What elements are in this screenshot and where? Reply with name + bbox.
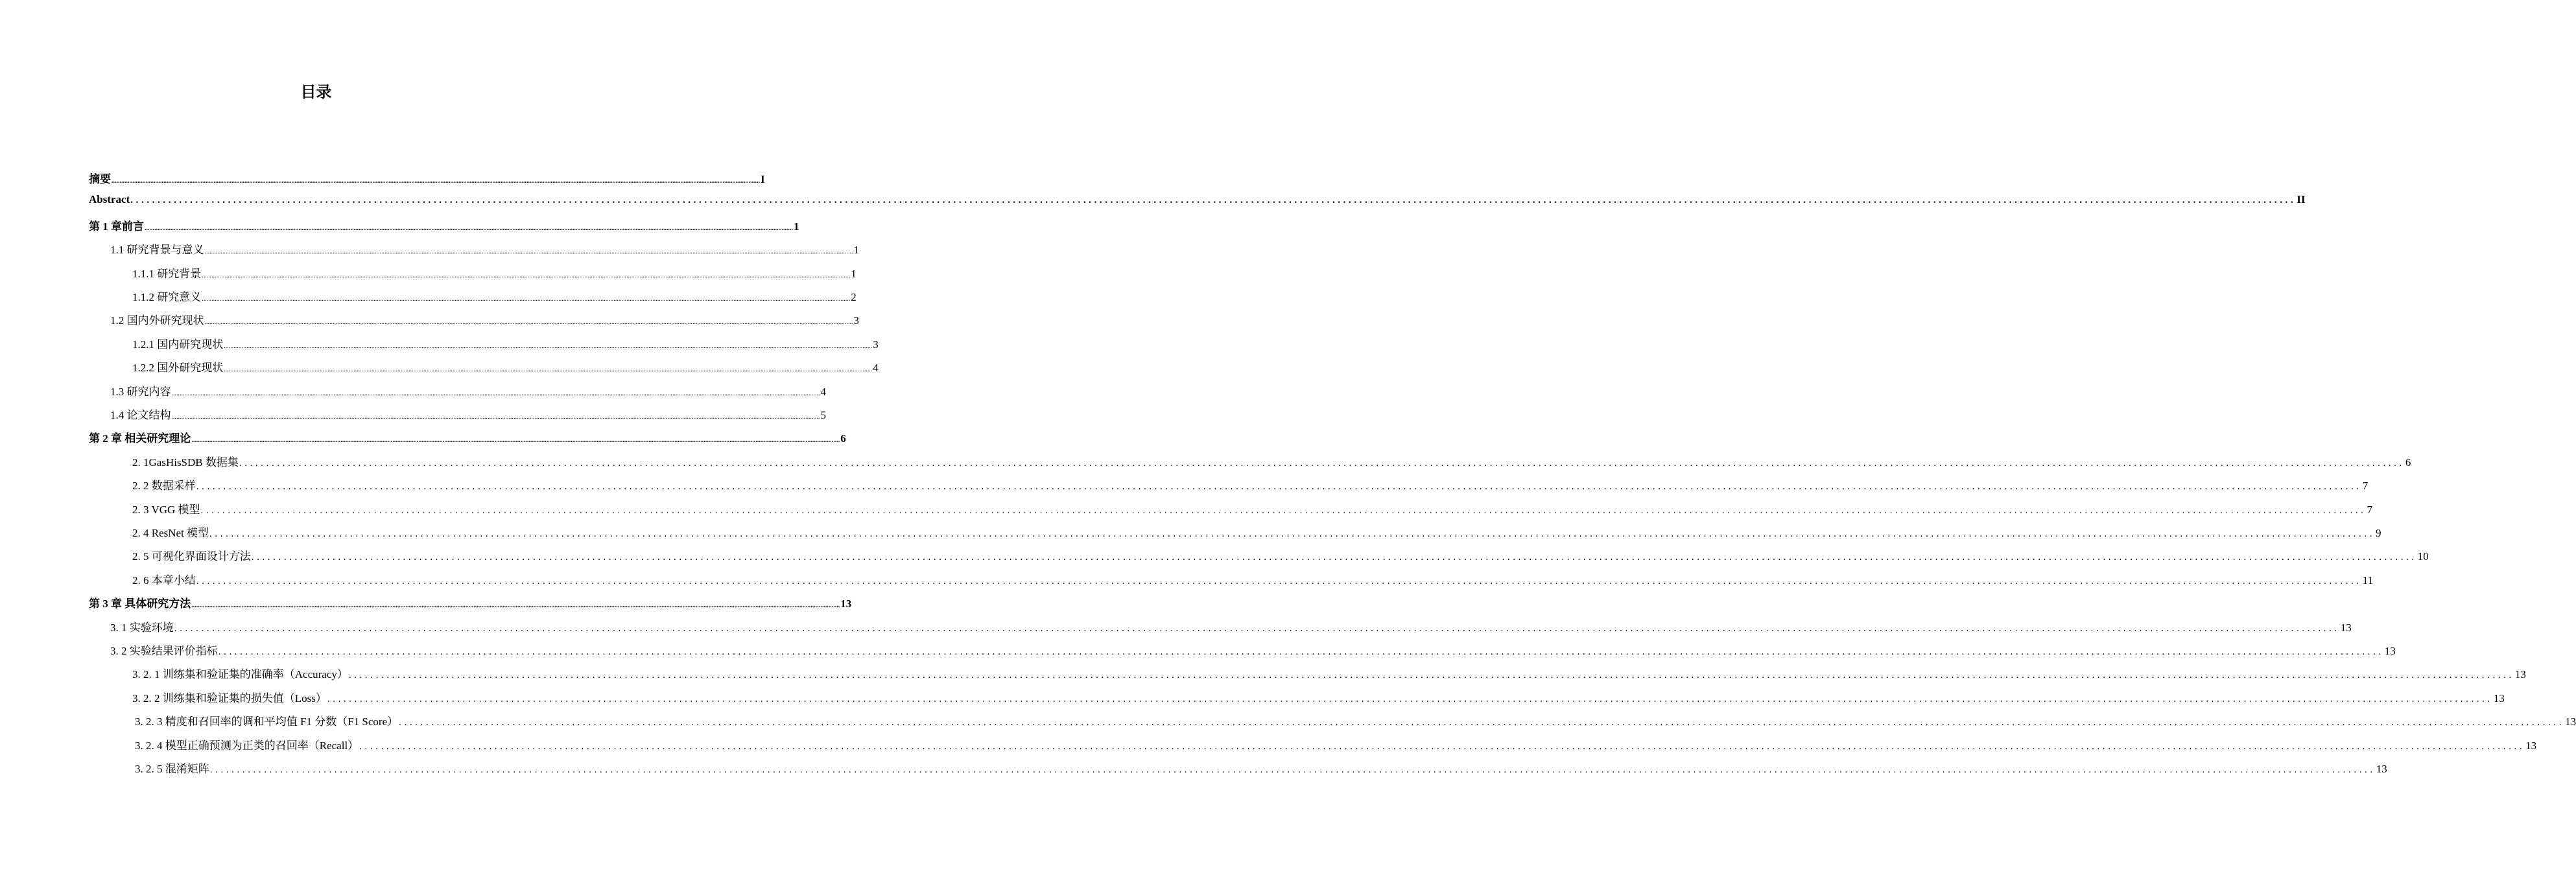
toc-entry-label: Abstract (89, 193, 130, 206)
toc-entry-label: 第 1 章前言 (89, 220, 144, 233)
toc-entry-page: 4 (873, 362, 879, 375)
toc-entry-page: 5 (820, 409, 826, 421)
toc-entry-page: I (761, 173, 765, 185)
toc-entry-page: 1 (853, 244, 859, 257)
toc-entry-page: 13 (2565, 715, 2576, 728)
dot-leader: ................................................................................................................................................................................................................................................................................................................................................................................................................ (196, 575, 2362, 586)
toc-entry-label: 2. 3 VGG 模型 (132, 503, 200, 516)
toc-entry-label: 1.2.2 国外研究现状 (132, 362, 224, 375)
dot-leader: ................................................................................................................................................................................................................................................................................................................................................................................................................ (209, 529, 2376, 539)
toc-entry-page: 11 (2362, 574, 2374, 586)
toc-entry-page: 9 (2376, 527, 2381, 539)
toc-entry-page: 1 (794, 220, 799, 233)
toc-entry[interactable] (110, 240, 859, 257)
toc-entry[interactable] (89, 170, 765, 187)
toc-entry-page: II (2297, 193, 2306, 206)
toc-entry-page: 6 (2405, 456, 2411, 469)
toc-entry-label: 3. 2. 3 精度和召回率的调和平均值 F1 分数（F1 Score） (135, 715, 399, 728)
toc-entry-label: 3. 2. 2 训练集和验证集的损失值（Loss） (132, 691, 327, 704)
toc-entry[interactable] (135, 736, 2537, 753)
toc-entry-page: 1 (851, 267, 857, 280)
toc-entry-label: 2. 2 数据采样 (132, 480, 196, 493)
toc-entry-page: 2 (851, 291, 857, 303)
toc-entry-label: 2. 4 ResNet 模型 (132, 527, 209, 539)
toc-entry-label: 3. 2. 4 模型正确预测为正类的召回率（Recall） (135, 739, 359, 752)
toc-entry[interactable] (132, 476, 2369, 493)
toc-entry[interactable] (132, 689, 2505, 706)
toc-entry-label: 1.1 研究背景与意义 (110, 244, 204, 257)
toc-entry[interactable] (89, 217, 799, 234)
toc-entry-page: 7 (2367, 503, 2373, 516)
toc-entry-label: 1.4 论文结构 (110, 409, 171, 421)
page-title: 目录 (300, 83, 332, 101)
toc-entry[interactable] (110, 311, 859, 328)
toc-entry-label: 1.2.1 国内研究现状 (132, 338, 224, 351)
toc-entry[interactable] (132, 524, 2381, 540)
dot-leader: ................................................................................................................................................................................................................................................................................................................................................................................................................ (174, 623, 2340, 634)
toc-entry-label: 2. 1GasHisSDB 数据集 (132, 456, 239, 469)
dot-leader: ................................................................................................................................................................................................................................................................................................................................................................................................................ (204, 319, 853, 327)
dot-leader: ................................................................................................................................................................................................................................................................................................................................................................................................................ (112, 178, 760, 185)
toc-entry-label: 1.1.1 研究背景 (132, 267, 202, 280)
toc-entry-page: 13 (2514, 668, 2526, 681)
dot-leader: ................................................................................................................................................................................................................................................................................................................................................................................................................ (251, 552, 2417, 563)
toc-entry-label: 2. 6 本章小结 (132, 574, 196, 586)
toc-entry-page: 13 (2376, 763, 2387, 775)
toc-entry[interactable] (110, 642, 2396, 658)
toc-entry-label: 3. 2. 5 混淆矩阵 (135, 763, 209, 775)
toc-entry[interactable] (89, 594, 852, 611)
dot-leader: ................................................................................................................................................................................................................................................................................................................................................................................................................ (191, 602, 840, 610)
dot-leader: ................................................................................................................................................................................................................................................................................................................................................................................................................ (202, 296, 851, 303)
dot-leader: ................................................................................................................................................................................................................................................................................................................................................................................................................ (224, 342, 873, 350)
toc-entry-label: 3. 1 实验环境 (110, 621, 174, 634)
dot-leader: ................................................................................................................................................................................................................................................................................................................................................................................................................ (202, 272, 851, 279)
dot-leader: ................................................................................................................................................................................................................................................................................................................................................................................................................ (204, 248, 853, 256)
toc-entry-page: 3 (853, 314, 859, 327)
dot-leader: ................................................................................................................................................................................................................................................................................................................................................................................................................ (191, 437, 840, 445)
toc-entry[interactable] (132, 453, 2411, 470)
dot-leader: ................................................................................................................................................................................................................................................................................................................................................................................................................ (359, 741, 2525, 752)
toc-entry-page: 3 (873, 338, 879, 351)
toc-entry-page: 13 (2525, 739, 2537, 752)
toc-entry[interactable] (132, 547, 2429, 564)
toc-entry[interactable] (132, 500, 2373, 517)
toc-entry[interactable] (89, 429, 846, 446)
dot-leader: ................................................................................................................................................................................................................................................................................................................................................................................................................ (239, 458, 2405, 469)
toc-entry[interactable] (110, 618, 2352, 635)
toc-entry[interactable] (132, 288, 857, 305)
toc-entry[interactable] (135, 712, 2576, 729)
toc-entry[interactable] (110, 406, 826, 423)
toc-entry-page: 13 (2340, 621, 2352, 634)
toc-entry-label: 第 3 章 具体研究方法 (89, 598, 191, 610)
dot-leader: ................................................................................................................................................................................................................................................................................................................................................................................................................ (348, 670, 2514, 681)
dot-leader: ................................................................................................................................................................................................................................................................................................................................................................................................................ (327, 693, 2493, 704)
dot-leader: ................................................................................................................................................................................................................................................................................................................................................................................................................ (218, 647, 2384, 657)
dot-leader: ................................................................................................................................................................................................................................................................................................................................................................................................................ (145, 224, 793, 232)
toc-entry[interactable] (89, 193, 2306, 210)
toc-entry-page: 7 (2362, 480, 2369, 493)
toc-entry-label: 摘要 (89, 173, 111, 185)
toc-entry-label: 1.2 国内外研究现状 (110, 314, 204, 327)
dot-leader: ................................................................................................................................................................................................................................................................................................................................................................................................................ (130, 195, 2297, 206)
toc-entry-page: 13 (2493, 691, 2505, 704)
toc-entry[interactable] (132, 335, 879, 352)
toc-entry[interactable] (132, 571, 2374, 588)
dot-leader: ................................................................................................................................................................................................................................................................................................................................................................................................................ (209, 765, 2376, 775)
toc-entry-label: 2. 5 可视化界面设计方法 (132, 550, 251, 563)
toc-entry-label: 3. 2. 1 训练集和验证集的准确率（Accuracy） (132, 668, 348, 681)
toc-entry[interactable] (132, 264, 857, 281)
toc-entry-page: 13 (840, 598, 852, 610)
toc-entry[interactable] (132, 665, 2526, 682)
dot-leader: ................................................................................................................................................................................................................................................................................................................................................................................................................ (196, 482, 2362, 493)
toc-entry-page: 13 (2384, 645, 2396, 657)
dot-leader: ................................................................................................................................................................................................................................................................................................................................................................................................................ (224, 366, 873, 374)
dot-leader: ................................................................................................................................................................................................................................................................................................................................................................................................................ (171, 413, 820, 421)
toc-entry-page: 10 (2417, 550, 2429, 563)
dot-leader: ................................................................................................................................................................................................................................................................................................................................................................................................................ (171, 389, 820, 397)
dot-leader: ................................................................................................................................................................................................................................................................................................................................................................................................................ (399, 717, 2565, 728)
toc-entry[interactable] (132, 358, 879, 375)
dot-leader: ................................................................................................................................................................................................................................................................................................................................................................................................................ (200, 505, 2367, 516)
toc-entry-page: 4 (820, 385, 826, 398)
toc-entry-label: 3. 2 实验结果评价指标 (110, 645, 218, 657)
toc-entry[interactable] (110, 382, 826, 399)
toc-entry[interactable] (135, 760, 2387, 776)
toc-entry-label: 第 2 章 相关研究理论 (89, 432, 191, 445)
toc-entry-page: 6 (840, 432, 846, 445)
toc-entry-label: 1.3 研究内容 (110, 385, 171, 398)
toc-entry-label: 1.1.2 研究意义 (132, 291, 202, 303)
